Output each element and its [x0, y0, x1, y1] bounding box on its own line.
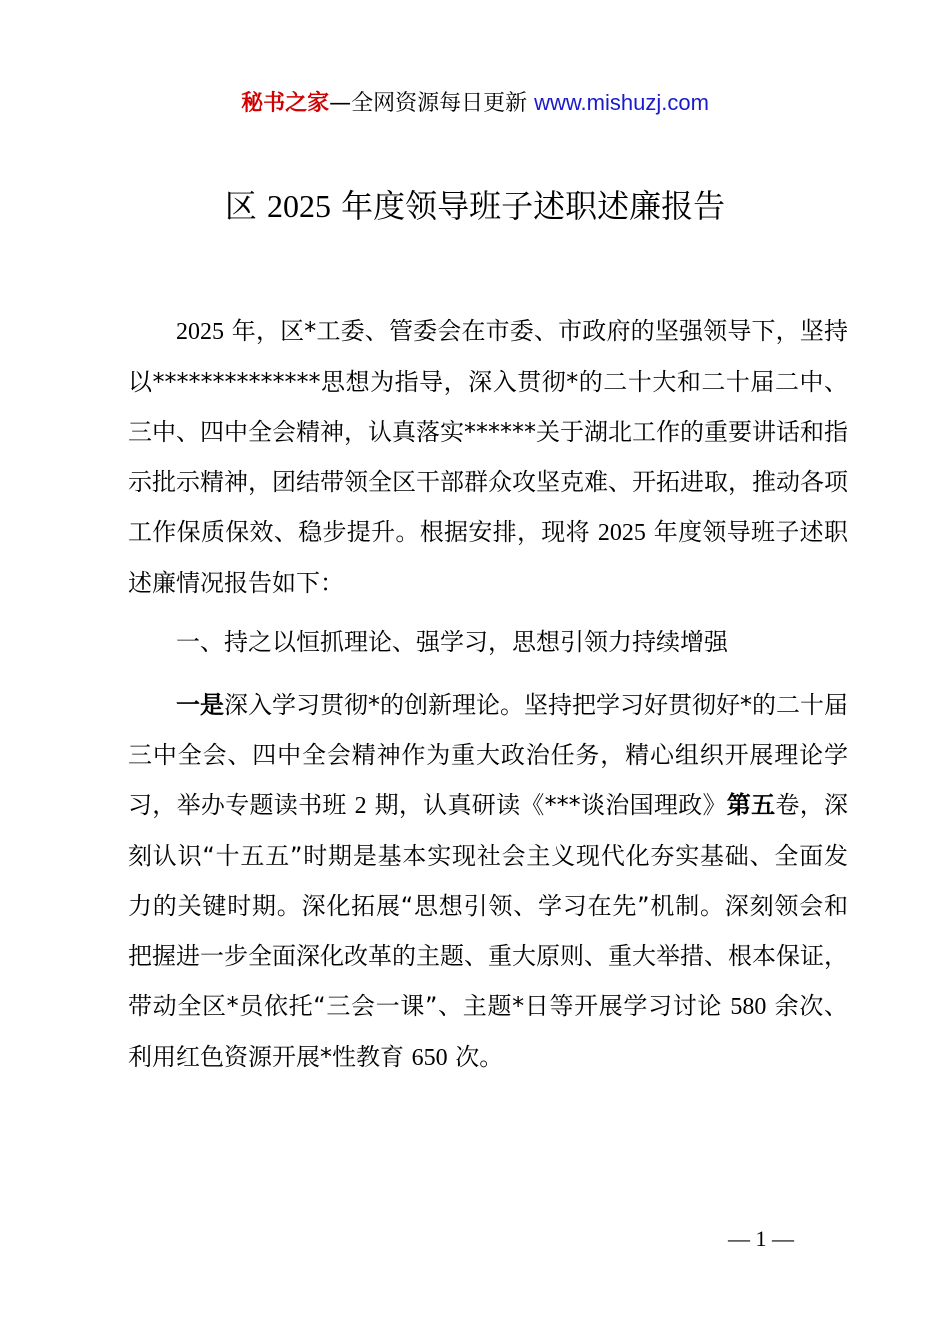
paragraph-text-d: 余次、利用红色资源开展*性教育 — [128, 992, 848, 1071]
site-url-link[interactable]: www.mishuzj.com — [534, 90, 709, 115]
intro-text: 年，区*工委、管委会在市委、市政府的坚强领导下，坚持以**************思想为指导，深入贯彻*的二十大和二十届二中、三中、四中全会精神，认真落实******关于湖北工作的重要讲话和指示批示精神，团结带领全区干部群众攻坚克难、开拓进取，推动各项工作保质保效、稳步提升。根据安排，现将 — [128, 317, 848, 546]
paragraph-lead: 一是 — [176, 691, 224, 719]
paragraph-text-e: 次。 — [447, 1043, 504, 1071]
intro-text-2: 年度领导班子述职述廉情况报告如下： — [128, 518, 848, 597]
intro-paragraph — [128, 306, 848, 608]
title-prefix: 区 — [224, 187, 267, 225]
paragraph-num-a: 2 — [354, 793, 367, 819]
paragraph-bold-b: 第五 — [726, 791, 776, 819]
section-heading-1: 一、持之以恒抓理论、强学习，思想引领力持续增强 — [176, 628, 728, 656]
site-header — [0, 86, 950, 121]
intro-year: 2025 — [176, 319, 224, 345]
paragraph-text-a: 深入学习贯彻*的创新理论。坚持把学习好贯彻好*的二十届三中全会、四中全会精神作为重大政治任务，精心组织开展理论学习，举办专题读书班 — [128, 691, 848, 819]
paragraph-num-c: 650 — [411, 1045, 448, 1071]
title-year: 2025 — [267, 188, 331, 224]
paragraph-num-b: 580 — [730, 994, 767, 1020]
header-tagline: —全网资源每日更新 — [329, 91, 535, 116]
brand-name: 秘书之家 — [241, 91, 330, 116]
page-number: — 1 — — [728, 1226, 794, 1251]
intro-year-2: 2025 — [597, 520, 646, 546]
paragraph-text-c: 卷，深刻认识“十五五”时期是基本实现社会主义现代化夯实基础、全面发力的关键时期。深化拓展“思想引领、学习在先”机制。深刻领会和把握进一步全面深化改革的主题、重大原则、重大举措、根本保证，带动全区*员依托“三会一课”、主题*日等开展学习讨论 — [128, 791, 848, 1020]
section1-paragraph — [128, 680, 848, 1083]
document-title — [0, 182, 950, 230]
title-suffix: 年度领导班子述职述廉报告 — [331, 187, 726, 225]
paragraph-text-b: 期，认真研读《***谈治国理政》 — [366, 791, 727, 819]
